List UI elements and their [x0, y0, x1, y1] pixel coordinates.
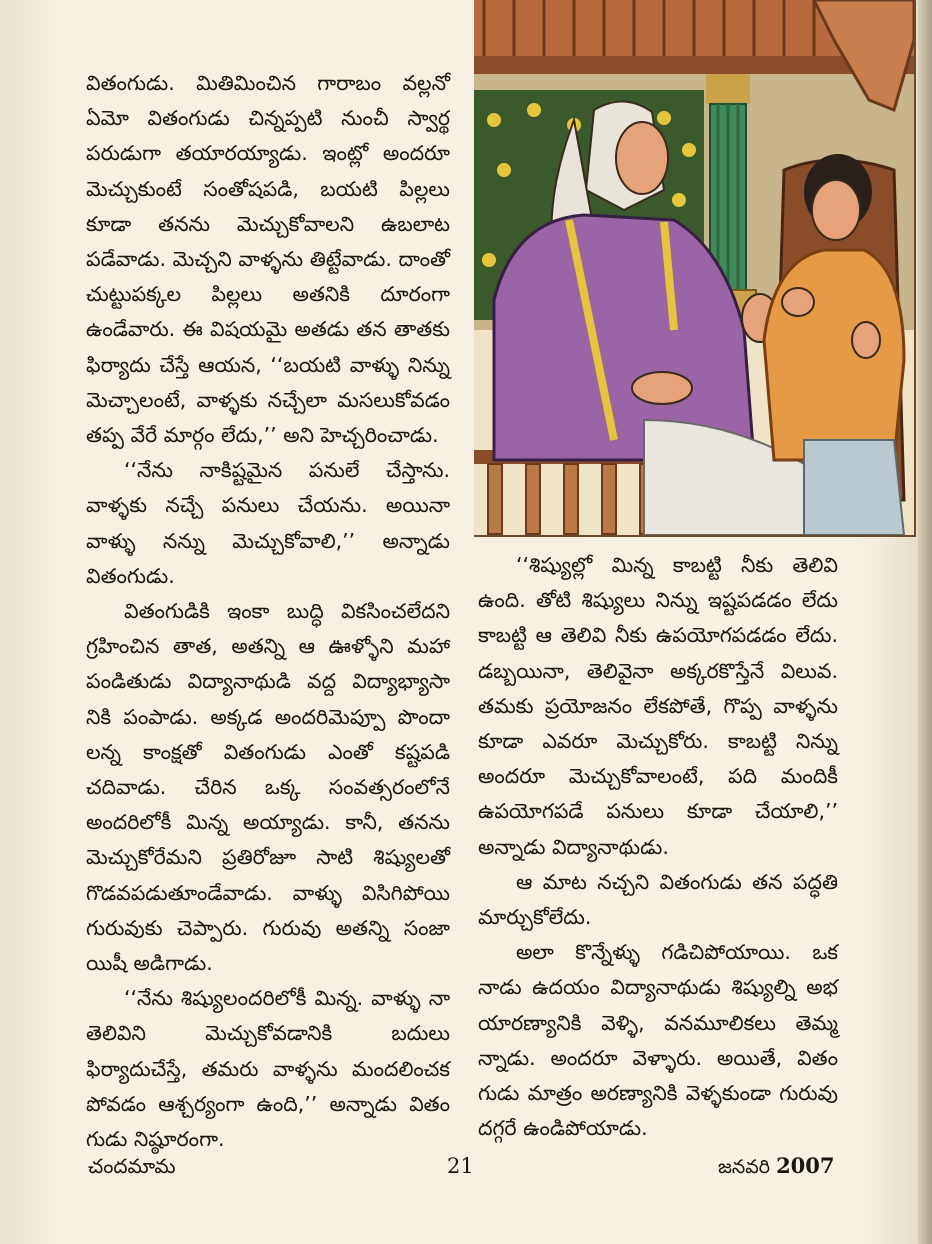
paragraph: వితంగుడికి ఇంకా బుద్ధి వికసించలేదని గ్రహించిన తాత, అతన్ని ఆ ఊళ్ళోని మహా పండితుడు విద్యానాథుడి వద్ద విద్యాభ్యాసా నికి పంపాడు. అక్కడ అందరిమెప్పూ పొందా లన్న కాంక్షతో వితంగుడు ఎంతో కష్టపడి చదివాడు. చేరిన ఒక్క సంవత్సరంలోనే అందరిలోకీ మిన్న అయ్యాడు. కానీ, తనను మెచ్చుకోరేమని ప్రతిరోజూ సాటి శిష్యులతో గొడవపడుతూండేవాడు. వాళ్ళు విసిగిపోయి గురువుకు చెప్పారు. గురువు అతన్ని సంజా యిషీ అడిగాడు. — [86, 599, 450, 976]
page-edge — [918, 0, 932, 1244]
paragraph: అలా కొన్నేళ్ళు గడిచిపోయాయి. ఒక నాడు ఉదయం విద్యానాథుడు శిష్యుల్ని అభ యారణ్యానికి వెళ్ళి, వనమూలికలు తెమ్మ న్నాడు. అందరూ వెళ్ళారు. అయితే, వితం గుడు మాత్రం అరణ్యానికి వెళ్ళకుండా గురువు దగ్గరే ఉండిపోయాడు. — [478, 940, 838, 1141]
footer-issue-date — [718, 1153, 835, 1180]
footer-month: జనవరి — [718, 1156, 771, 1178]
footer-magazine-name: చందమామ — [88, 1154, 176, 1178]
story-illustration — [474, 0, 916, 537]
left-text-column — [86, 66, 450, 1157]
paragraph: వితంగుడు. మితిమించిన గారాబం వల్లనో ఏమో వితంగుడు చిన్నప్పటి నుంచీ స్వార్థ పరుడుగా తయారయ్యాడు. ఇంట్లో అందరూ మెచ్చుకుంటే సంతోషపడి, బయటి పిల్లలు కూడా తనను మెచ్చుకోవాలని ఉబలాట పడేవాడు. మెచ్చని వాళ్ళను తిట్టేవాడు. దాంతో చుట్టుపక్కల పిల్లలు అతనికి దూరంగా ఉండేవారు. ఈ విషయమై అతడు తన తాతకు ఫిర్యాదు చేస్తే ఆయన, ‘‘బయటి వాళ్ళు నిన్ను మెచ్చాలంటే, వాళ్ళకు నచ్చేలా మసలుకోవడం తప్ప వేరే మార్గం లేదు,’’ అని హెచ్చరించాడు. — [86, 71, 450, 448]
paragraph: ‘‘నేను నాకిష్టమైన పనులే చేస్తాను. వాళ్ళకు నచ్చే పనులు చేయను. అయినా వాళ్ళు నన్ను మెచ్చుకోవాలి,’’ అన్నాడు వితంగుడు. — [86, 458, 450, 588]
footer-year: 2007 — [776, 1153, 835, 1178]
paragraph: ‘‘నేను శిష్యులందరిలోకీ మిన్న. వాళ్ళు నా తెలివిని మెచ్చుకోవడానికి బదులు ఫిర్యాదుచేస్తే, తమరు వాళ్ళను మందలించక పోవడం ఆశ్చర్యంగా ఉంది,’’ అన్నాడు వితం గుడు నిష్ఠూరంగా. — [86, 986, 450, 1152]
right-text-column — [478, 548, 838, 1146]
page-number: 21 — [447, 1154, 474, 1178]
paragraph: ఆ మాట నచ్చని వితంగుడు తన పద్ధతి మార్చుకోలేదు. — [478, 869, 838, 930]
paragraph: ‘‘శిష్యుల్లో మిన్న కాబట్టి నీకు తెలివి ఉంది. తోటి శిష్యులు నిన్ను ఇష్టపడడం లేదు కాబట్టి ఆ తెలివి నీకు ఉపయోగపడడం లేదు. డబ్బయినా, తెలివైనా అక్కరకొస్తేనే విలువ. తమకు ప్రయోజనం లేకపోతే, గొప్ప వాళ్ళను కూడా ఎవరూ మెచ్చుకోరు. కాబట్టి నిన్ను అందరూ మెచ్చుకోవాలంటే, పది మందికీ ఉపయోగపడే పనులు కూడా చేయాలి,’’ అన్నాడు విద్యానాథుడు. — [478, 553, 838, 859]
